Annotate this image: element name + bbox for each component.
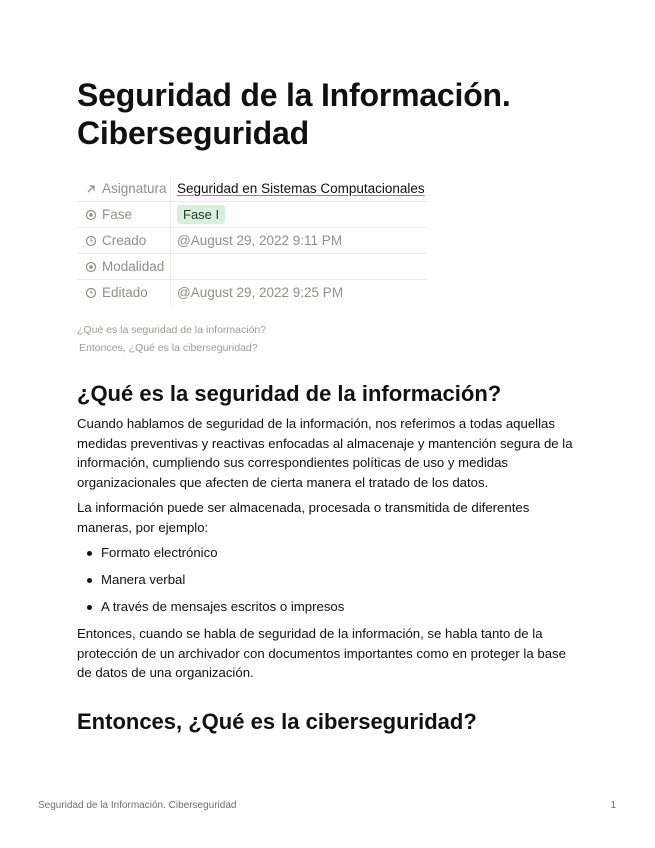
clock-icon (85, 287, 97, 299)
list-item: A través de mensajes escritos o impresos (77, 597, 344, 624)
bullet-dot-icon (87, 551, 92, 556)
page-number: 1 (610, 800, 616, 811)
paragraph: La información puede ser almacenada, procesada o transmitida de diferentes maneras, por ejemplo: (77, 500, 530, 535)
property-label: Creado (102, 233, 147, 248)
bullet-dot-icon (87, 578, 92, 583)
bullet-list (77, 543, 344, 624)
property-row-editado (77, 280, 427, 306)
property-value[interactable] (171, 259, 177, 274)
property-row-fase (77, 202, 427, 228)
toc-item[interactable]: Entonces, ¿Qué es la ciberseguridad? (79, 342, 258, 354)
clock-icon (85, 235, 97, 247)
property-label: Asignatura (102, 181, 167, 196)
table-of-contents (77, 321, 266, 357)
property-row-creado (77, 228, 427, 254)
toc-item[interactable]: ¿Qué es la seguridad de la información? (77, 324, 267, 336)
paragraph: Entonces, cuando se habla de seguridad de la información, se habla tanto de la protección de un archivador con documentos importantes como en proteger la base de datos de una organización. (77, 626, 566, 680)
property-value: @August 29, 2022 9:11 PM (177, 233, 343, 248)
property-label: Fase (102, 207, 133, 222)
paragraph: Cuando hablamos de seguridad de la información, nos referimos a todas aquellas medidas preventivas y reactivas enfocadas al almacenaje y mantención segura de la información, cumpliendo sus correspondientes políticas de uso y medidas organizacionales que afecten de cierta manera el tratado de los datos. (77, 416, 573, 490)
phase-tag[interactable]: Fase I (177, 205, 225, 224)
property-value: @August 29, 2022 9:25 PM (177, 285, 344, 300)
page-title: Seguridad de la Información. Ciberseguridad (77, 77, 511, 151)
list-item: Manera verbal (77, 570, 344, 597)
section-heading: ¿Qué es la seguridad de la información? (77, 381, 502, 406)
bullet-dot-icon (87, 605, 92, 610)
property-label: Editado (102, 285, 148, 300)
property-row-asignatura (77, 176, 427, 202)
properties-table (77, 176, 427, 305)
footer-title: Seguridad de la Información. Ciberseguridad (38, 800, 237, 811)
select-circle-icon (85, 261, 97, 273)
select-circle-icon (85, 209, 97, 221)
list-item: Formato electrónico (77, 543, 344, 570)
property-row-modalidad (77, 254, 427, 280)
section-heading: Entonces, ¿Qué es la ciberseguridad? (77, 709, 477, 734)
arrow-up-right-icon (85, 183, 97, 195)
property-value-link[interactable]: Seguridad en Sistemas Computacionales (177, 181, 425, 196)
property-label: Modalidad (102, 259, 165, 274)
